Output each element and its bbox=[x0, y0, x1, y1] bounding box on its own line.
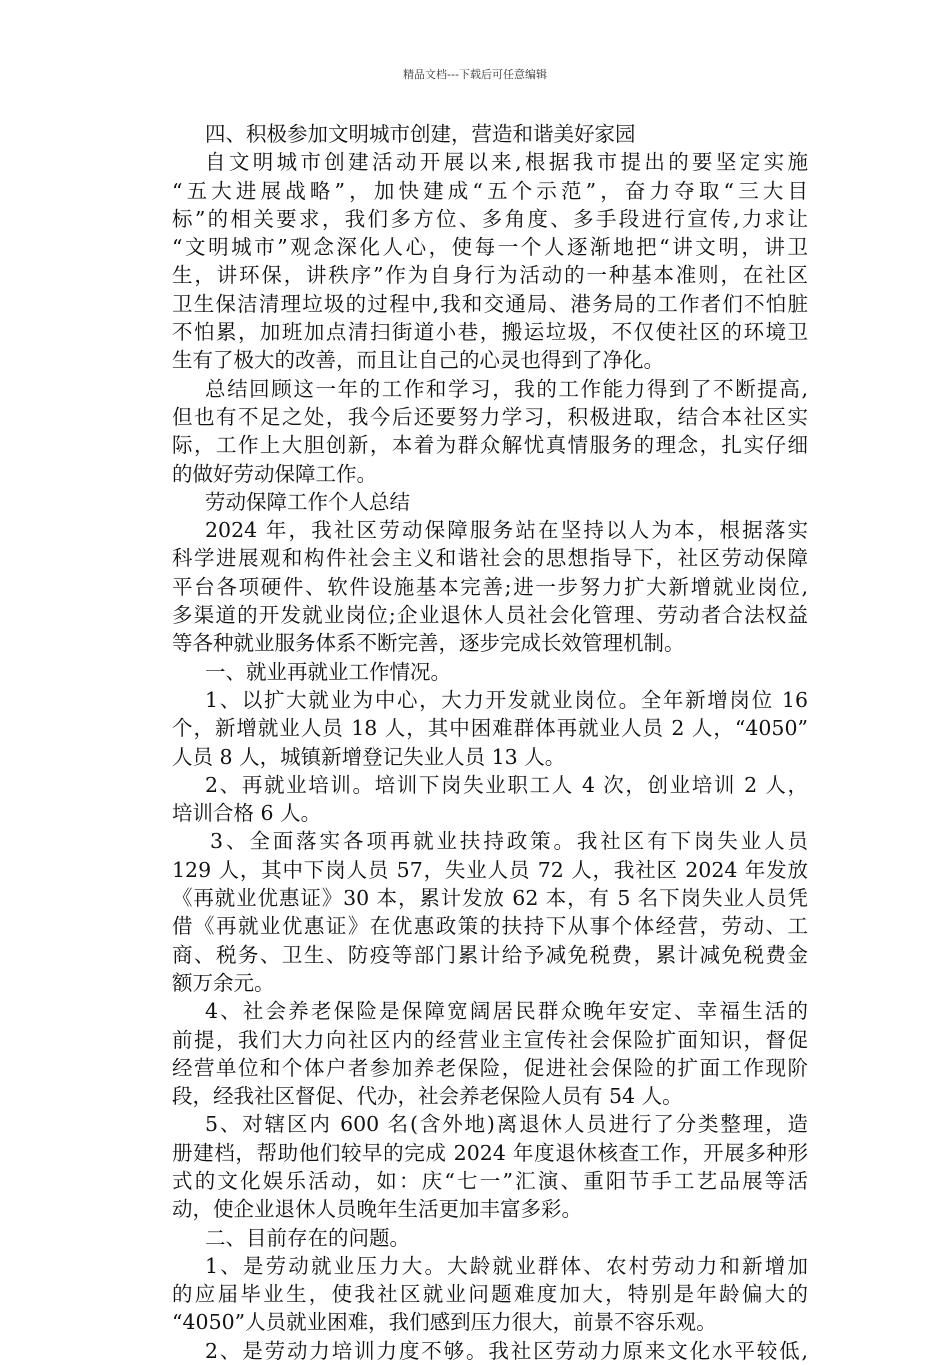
section-heading: 四、积极参加文明城市创建，营造和谐美好家园 bbox=[205, 122, 636, 146]
text-line: 5、对辖区内 600 名(含外地)离退休人员进行了分类整理，造 bbox=[205, 1112, 808, 1137]
text-line: 培训合格 6 人。 bbox=[172, 801, 322, 826]
text-line: 商、税务、卫生、防疫等部门累计给予减免税费，累计减免税费金 bbox=[172, 942, 808, 967]
text-line: “五大进展战略”，加快建成“五个示范”，奋力夺取“三大目 bbox=[172, 178, 808, 203]
text-line: 总结回顾这一年的工作和学习，我的工作能力得到了不断提高, bbox=[205, 376, 808, 401]
text-line: 卫生保洁清理垃圾的过程中,我和交通局、港务局的工作者们不怕脏 bbox=[172, 291, 808, 316]
text-line: “文明城市”观念深化人心，使每一个人逐渐地把“讲文明，讲卫 bbox=[172, 235, 808, 260]
text-line: 动，使企业退休人员晚年生活更加丰富多彩。 bbox=[172, 1197, 582, 1222]
text-line: 的应届毕业生，使我社区就业问题难度加大，特别是年龄偏大的 bbox=[172, 1282, 808, 1307]
text-line: 人员 8 人，城镇新增登记失业人员 13 人。 bbox=[172, 744, 566, 769]
text-line: 等各种就业服务体系不断完善，逐步完成长效管理机制。 bbox=[172, 631, 685, 656]
text-line: 的做好劳动保障工作。 bbox=[172, 461, 377, 486]
text-line: 自文明城市创建活动开展以来,根据我市提出的要坚定实施 bbox=[205, 150, 808, 175]
text-line: “4050”人员就业困难，我们感到压力很大，前景不容乐观。 bbox=[172, 1310, 717, 1335]
section-heading: 二、目前存在的问题。 bbox=[205, 1225, 410, 1250]
text-line: 2、再就业培训。培训下岗失业职工人 4 次，创业培训 2 人， bbox=[205, 772, 808, 797]
section-heading: 一、就业再就业工作情况。 bbox=[205, 659, 451, 684]
text-line: 129 人，其中下岗人员 57，失业人员 72 人，我社区 2024 年发放 bbox=[172, 857, 808, 882]
text-line: 际，工作上大胆创新，本着为群众解忧真情服务的理念，扎实仔细 bbox=[172, 433, 808, 458]
text-line: 但也有不足之处，我今后还要努力学习，积极进取，结合本社区实 bbox=[172, 404, 808, 429]
text-line: 2、是劳动力培训力度不够。我社区劳动力原来文化水平较低, bbox=[205, 1338, 808, 1363]
text-line: 4、社会养老保险是保障宽阔居民群众晚年安定、幸福生活的 bbox=[205, 999, 808, 1024]
text-line: 不怕累，加班加点清扫街道小巷，搬运垃圾，不仅使社区的环境卫 bbox=[172, 320, 808, 345]
text-line: 1、以扩大就业为中心，大力开发就业岗位。全年新增岗位 16 bbox=[205, 687, 808, 712]
text-line: 平台各项硬件、软件设施基本完善;进一步努力扩大新增就业岗位, bbox=[172, 574, 808, 599]
text-line: 《再就业优惠证》30 本，累计发放 62 本，有 5 名下岗失业人员凭 bbox=[172, 886, 808, 911]
section-heading: 劳动保障工作个人总结 bbox=[205, 489, 410, 514]
text-line: 式的文化娱乐活动，如：庆“七一”汇演、重阳节手工艺品展等活 bbox=[172, 1168, 808, 1193]
text-line: 2024 年，我社区劳动保障服务站在坚持以人为本，根据落实 bbox=[205, 518, 808, 543]
text-line: 生，讲环保，讲秩序”作为自身行为活动的一种基本准则，在社区 bbox=[172, 263, 808, 288]
text-line: 标”的相关要求，我们多方位、多角度、多手段进行宣传,力求让 bbox=[172, 206, 808, 231]
text-line: 册建档，帮助他们较早的完成 2024 年度退休核查工作，开展多种形 bbox=[172, 1140, 808, 1165]
text-line: 额万余元。 bbox=[172, 970, 275, 995]
text-line: 3、全面落实各项再就业扶持政策。我社区有下岗失业人员 bbox=[210, 829, 808, 854]
page-header: 精品文档---下载后可任意编辑 bbox=[403, 68, 547, 81]
text-line: 前提，我们大力向社区内的经营业主宣传社会保险扩面知识，督促 bbox=[172, 1027, 808, 1052]
text-line: 生有了极大的改善，而且让自己的心灵也得到了净化。 bbox=[172, 348, 664, 373]
text-line: 多渠道的开发就业岗位;企业退休人员社会化管理、劳动者合法权益 bbox=[172, 603, 808, 628]
text-line: 科学进展观和构件社会主义和谐社会的思想指导下，社区劳动保障 bbox=[172, 546, 808, 571]
text-line: 段，经我社区督促、代办，社会养老保险人员有 54 人。 bbox=[172, 1084, 683, 1109]
text-line: 经营单位和个体户者参加养老保险，促进社会保险的扩面工作现阶 bbox=[172, 1055, 808, 1080]
document-body bbox=[172, 120, 808, 1365]
text-line: 个，新增就业人员 18 人，其中困难群体再就业人员 2 人，“4050” bbox=[172, 716, 808, 741]
text-line: 借《再就业优惠证》在优惠政策的扶持下从事个体经营，劳动、工 bbox=[172, 914, 808, 939]
text-line: 1、是劳动就业压力大。大龄就业群体、农村劳动力和新增加 bbox=[205, 1253, 808, 1278]
